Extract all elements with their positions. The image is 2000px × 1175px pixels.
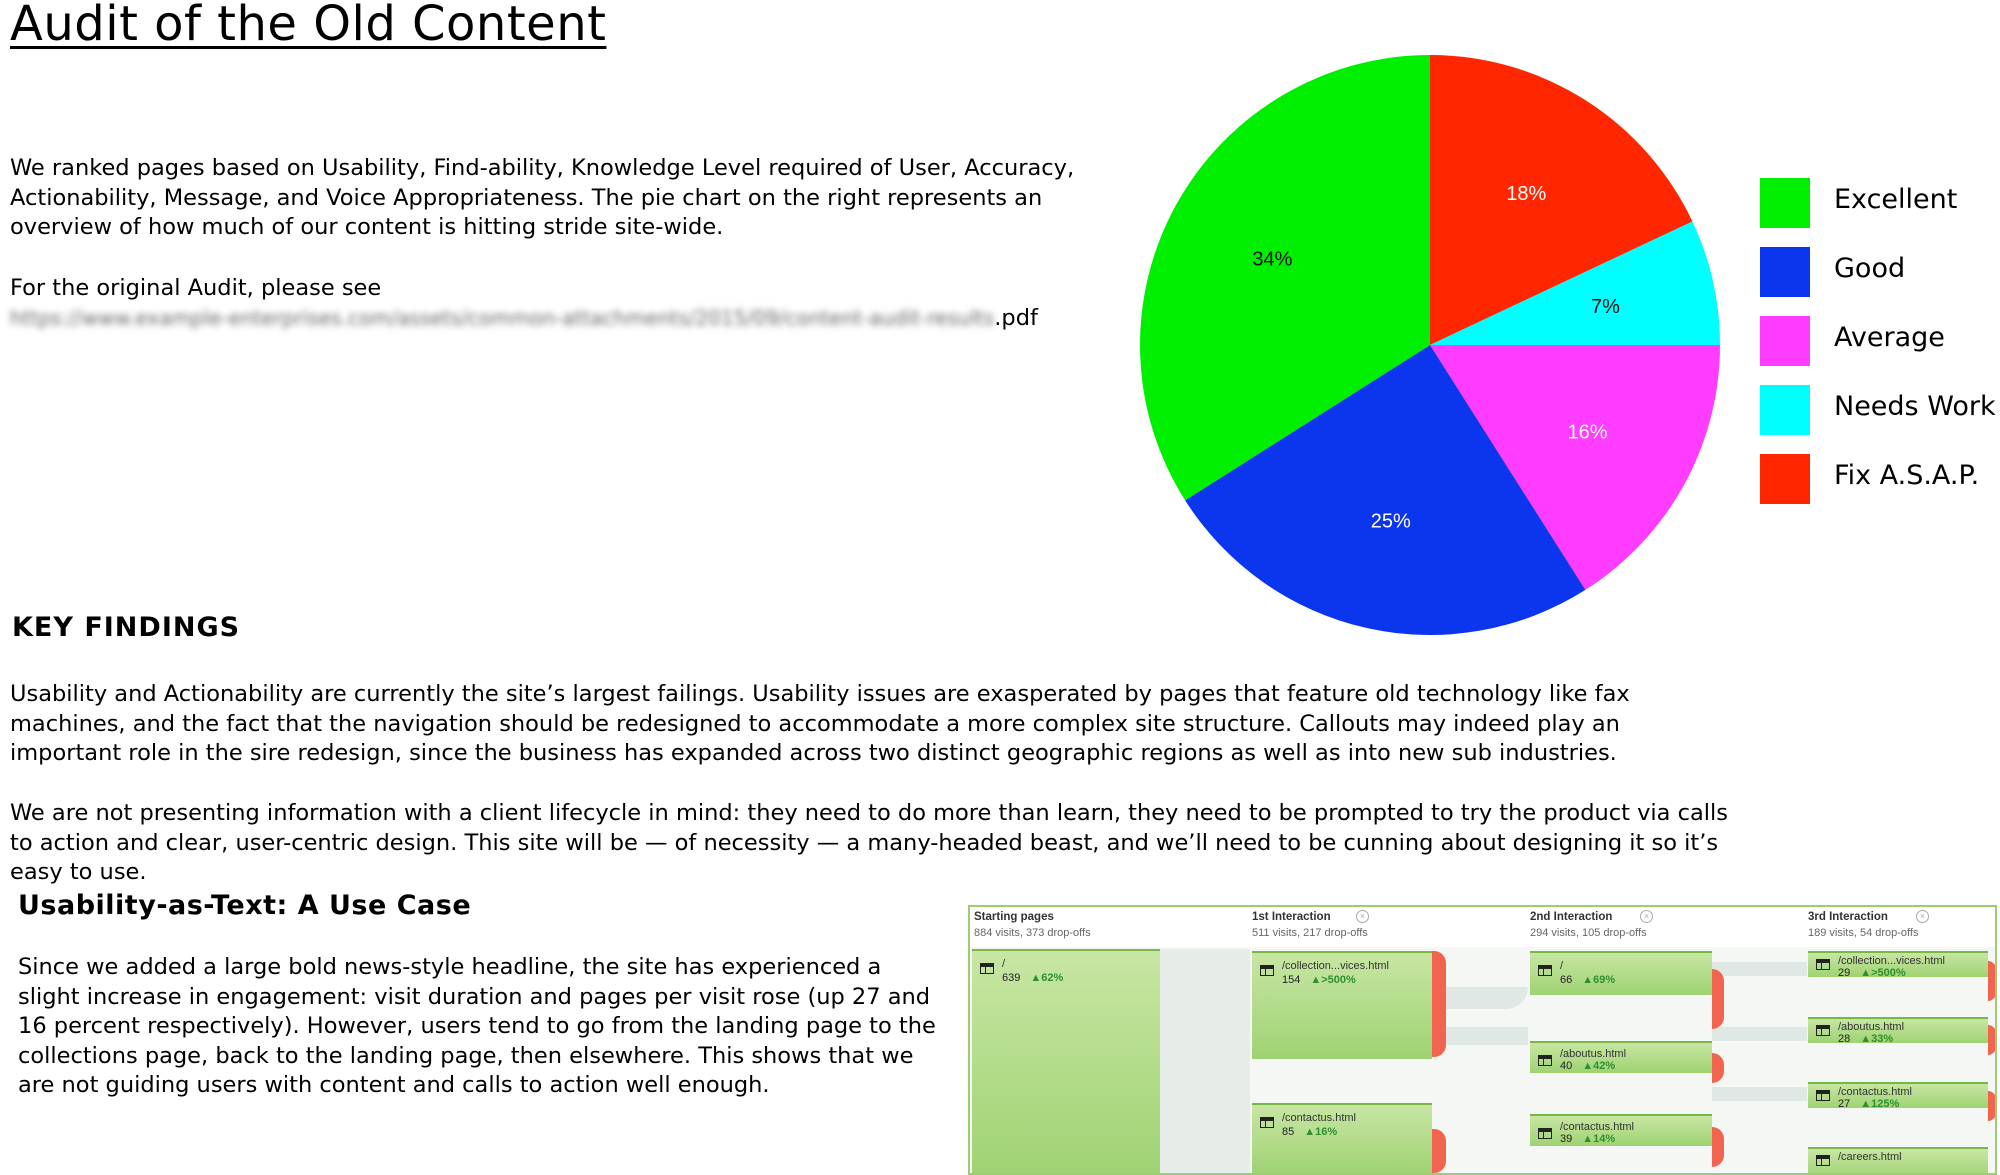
flow-band (1160, 949, 1250, 1175)
column-title-1: 1st Interaction (1252, 911, 1331, 923)
column-title-0: Starting pages (974, 911, 1054, 923)
node-pct: ▲>500% (1860, 967, 1906, 979)
column-sub-2: 294 visits, 105 drop-offs (1530, 927, 1647, 939)
drop-off-bar[interactable] (1988, 1025, 1996, 1055)
node-label: /collection...vices.html (1838, 955, 1945, 967)
node-pct: ▲33% (1860, 1033, 1894, 1045)
key-findings-heading: KEY FINDINGS (12, 612, 241, 643)
node-count: 27 ▲125% (1838, 1098, 1900, 1110)
page-icon (1260, 1117, 1274, 1128)
node-label: /collection...vices.html (1282, 960, 1389, 972)
use-case-paragraph: Since we added a large bold news-style headline, the site has experienced a slight increase in engagement: visit duration and pages per visit rose (up 27 and 16 percent respectively). However, users tend to go from the landing page to the collections page, back to the landing page, then elsewhere. This shows that we are not guiding users with content and calls to action well enough. (18, 954, 936, 1098)
flow-band (1712, 962, 1807, 976)
drop-off-bar[interactable] (1988, 1091, 1996, 1121)
users-flow-report (968, 905, 1997, 1175)
audit-reference-label: For the original Audit, please see (10, 275, 382, 301)
flow-node[interactable] (1808, 1082, 1988, 1108)
node-pct: ▲>500% (1310, 974, 1356, 986)
node-label: /contactus.html (1282, 1112, 1356, 1124)
node-pct: ▲16% (1304, 1126, 1338, 1138)
column-sub-0: 884 visits, 373 drop-offs (974, 927, 1091, 939)
drop-off-bar[interactable] (1712, 969, 1724, 1029)
node-count: 28 ▲33% (1838, 1033, 1894, 1045)
flow-node[interactable] (1530, 951, 1712, 995)
intro-paragraph: We ranked pages based on Usability, Find-ability, Knowledge Level required of User, Accuracy, Actionability, Message, and Voice Appropriateness. The pie chart on the right represents an overview of how much of our content is hitting stride site-wide. (10, 155, 1075, 240)
node-label: / (1002, 958, 1006, 970)
page-icon (1260, 965, 1274, 976)
column-sub-1: 511 visits, 217 drop-offs (1252, 927, 1368, 939)
page-icon (1816, 1025, 1830, 1036)
page-icon (1816, 1090, 1830, 1101)
node-count: 154 ▲>500% (1282, 974, 1356, 986)
drop-off-bar[interactable] (1712, 1127, 1724, 1167)
node-label: /careers.html (1838, 1151, 1902, 1163)
page-icon (1816, 1155, 1830, 1166)
page-icon (980, 963, 994, 974)
column-title-2: 2nd Interaction (1530, 911, 1613, 923)
node-pct: ▲69% (1582, 974, 1616, 986)
node-pct: ▲42% (1582, 1060, 1616, 1072)
legend-swatch (1760, 385, 1810, 435)
legend-swatch (1760, 316, 1810, 366)
flow-node[interactable] (1252, 951, 1432, 1059)
pie-data-label: 7% (1591, 295, 1620, 318)
drop-off-bar[interactable] (1712, 1053, 1724, 1083)
node-label: /aboutus.html (1838, 1021, 1905, 1033)
node-pct: ▲125% (1860, 1098, 1900, 1110)
page-icon (1538, 1055, 1552, 1066)
flow-node[interactable] (1252, 1103, 1432, 1175)
node-label: /aboutus.html (1560, 1048, 1627, 1060)
legend-swatch (1760, 247, 1810, 297)
pie-data-label: 18% (1506, 183, 1547, 206)
close-icon[interactable]: × (1916, 910, 1929, 923)
use-case-heading: Usability-as-Text: A Use Case (18, 890, 472, 921)
legend-label: Fix A.S.A.P. (1834, 460, 1980, 491)
pie-data-label: 25% (1370, 510, 1411, 533)
legend-label: Average (1834, 322, 1945, 353)
page-icon (1816, 959, 1830, 970)
audit-url-blurred[interactable]: https://www.example-enterprises.com/assets/common-attachments/2015/09/content-audit-results (10, 305, 995, 330)
legend-item (1760, 247, 2000, 297)
legend-item (1760, 316, 2000, 366)
node-count: 39 ▲14% (1560, 1133, 1616, 1145)
flow-node[interactable] (972, 949, 1160, 1175)
column-title-3: 3rd Interaction (1808, 911, 1888, 923)
node-label: / (1560, 960, 1564, 972)
flow-node[interactable] (1530, 1114, 1712, 1146)
flow-band (1712, 1087, 1807, 1101)
page-title: Audit of the Old Content (10, 0, 607, 52)
node-count: 66 ▲69% (1560, 974, 1616, 986)
legend-item (1760, 178, 2000, 228)
legend-swatch (1760, 454, 1810, 504)
audit-url-suffix[interactable]: .pdf (994, 304, 1038, 331)
pie-data-label: 34% (1252, 248, 1293, 271)
node-count: 29 ▲>500% (1838, 967, 1906, 979)
legend-swatch (1760, 178, 1810, 228)
close-icon[interactable]: × (1356, 910, 1369, 923)
legend-label: Needs Work (1834, 391, 1996, 422)
node-pct: ▲62% (1030, 972, 1064, 984)
node-count: 639 ▲62% (1002, 972, 1064, 984)
page-icon (1538, 965, 1552, 976)
node-label: /contactus.html (1838, 1086, 1912, 1098)
flow-header (970, 907, 1995, 947)
flow-node[interactable] (1808, 1017, 1988, 1043)
drop-off-bar[interactable] (1432, 1129, 1446, 1173)
pie-data-label: 16% (1567, 421, 1608, 444)
finding-paragraph-2: We are not presenting information with a client lifecycle in mind: they need to do more than learn, they need to be prompted to try the product via calls to action and clear, user-centric design. This site will be — of necessity — a many-headed beast, and we’ll need to be cunning about designing it so it’s easy to use. (10, 800, 1728, 885)
pie-chart (1130, 45, 1730, 645)
drop-off-bar[interactable] (1988, 961, 1996, 1001)
legend-label: Excellent (1834, 184, 1958, 215)
audit-url[interactable] (10, 304, 1110, 334)
node-count: 85 ▲16% (1282, 1126, 1338, 1138)
node-label: /contactus.html (1560, 1121, 1634, 1133)
close-icon[interactable]: × (1640, 910, 1653, 923)
column-sub-3: 189 visits, 54 drop-offs (1808, 927, 1919, 939)
legend-label: Good (1834, 253, 1906, 284)
flow-band (1712, 1027, 1807, 1041)
flow-node[interactable] (1808, 951, 1988, 977)
page-icon (1538, 1128, 1552, 1139)
audit-reference (10, 274, 1110, 333)
legend-item (1760, 385, 2000, 435)
legend-item (1760, 454, 2000, 504)
node-pct: ▲14% (1582, 1133, 1616, 1145)
node-count: 40 ▲42% (1560, 1060, 1616, 1072)
finding-paragraph-1: Usability and Actionability are currently the site’s largest failings. Usability issues are exasperated by pages that feature old technology like fax machines, and the fact that the navigation should be redesigned to accommodate a more complex site structure. Callouts may indeed play an important role in the sire redesign, since the business has expanded across two distinct geographic regions as well as into new sub industries. (10, 681, 1630, 766)
flow-node[interactable] (1530, 1041, 1712, 1073)
drop-off-bar[interactable] (1432, 951, 1446, 1057)
